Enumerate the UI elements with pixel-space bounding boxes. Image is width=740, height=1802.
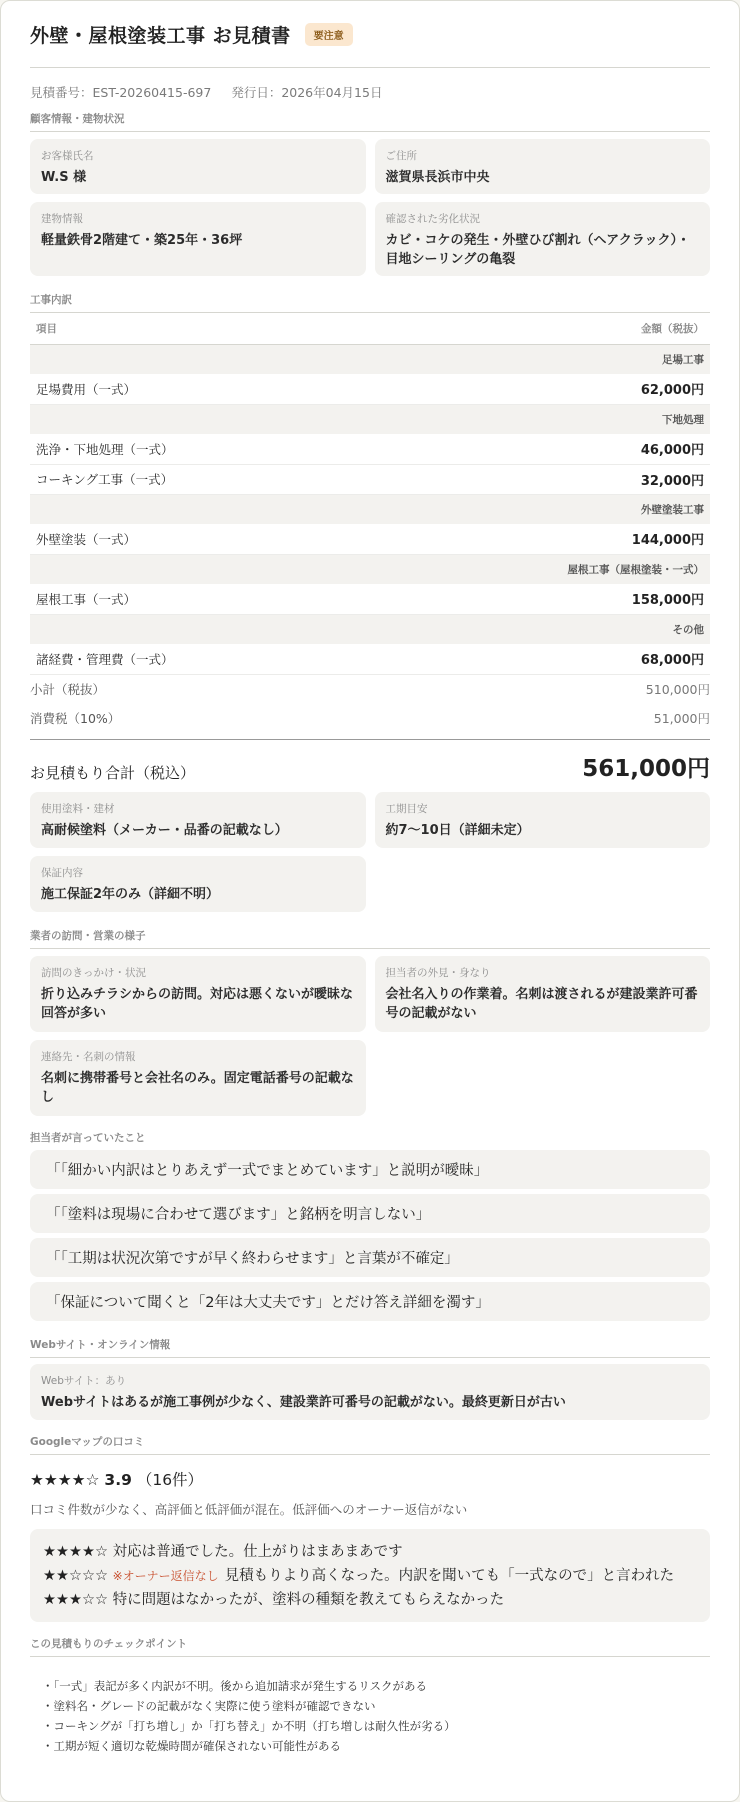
- item-amount: 32,000円: [465, 464, 710, 494]
- item-amount: 46,000円: [465, 434, 710, 464]
- card-label: 連絡先・名刺の情報: [41, 1050, 136, 1063]
- issue-date: 発行日：2026年04月15日: [231, 85, 383, 100]
- remark-item: 「「塗料は現場に合わせて選びます」と銘柄を明言しない」: [30, 1194, 710, 1233]
- deterioration-card: [375, 202, 711, 276]
- customer-name-card: [30, 139, 366, 194]
- item-amount: 68,000円: [465, 644, 710, 674]
- category-row: [30, 404, 710, 434]
- checkpoints-section-title: この見積もりのチェックポイント: [30, 1636, 710, 1657]
- review-item: [43, 1564, 697, 1588]
- star-rating-icon: ★★★☆☆: [43, 1591, 108, 1608]
- page-title: 外壁・屋根塗装工事 お見積書: [30, 24, 291, 47]
- breakdown-table: [30, 313, 710, 675]
- table-row: [30, 644, 710, 674]
- total-row: [30, 739, 710, 783]
- category-row: [30, 344, 710, 374]
- staff-appearance-card: [375, 956, 711, 1032]
- card-value: 約7〜10日（詳細未定）: [385, 822, 530, 838]
- table-row: [30, 434, 710, 464]
- table-row: [30, 464, 710, 494]
- card-label: 工期目安: [385, 802, 428, 815]
- remarks-section-title: 担当者が言っていたこと: [30, 1131, 146, 1144]
- total-label: お見積もり合計（税込）: [30, 763, 196, 782]
- review-text: 対応は普通でした。仕上がりはまあまあです: [112, 1543, 403, 1560]
- customer-grid: [30, 139, 710, 276]
- card-value: 会社名入りの作業着。名刺は渡されるが建設業許可番号の記載がない: [385, 986, 698, 1021]
- card-value: 折り込みチラシからの訪問。対応は悪くないが曖昧な回答が多い: [41, 986, 354, 1021]
- star-rating-icon: ★★★★☆: [43, 1543, 108, 1560]
- item-name: 屋根工事（一式）: [30, 584, 465, 614]
- customer-address-card: [375, 139, 711, 194]
- card-value: 名刺に携帯番号と会社名のみ。固定電話番号の記載なし: [41, 1070, 354, 1105]
- category-label: 下地処理: [30, 404, 710, 434]
- card-label: 使用塗料・建材: [41, 802, 115, 815]
- card-label: 担当者の外見・身なり: [385, 966, 491, 979]
- checkpoint-item: ・「一式」表記が多く内訳が不明。後から追加請求が発生するリスクがある: [42, 1678, 428, 1693]
- review-count: （16件）: [136, 1470, 204, 1489]
- table-row: [30, 584, 710, 614]
- paint-card: [30, 792, 366, 848]
- total-value: 561,000円: [582, 755, 710, 782]
- tax-value: 51,000円: [653, 711, 710, 726]
- card-value: Webサイトはあるが施工事例が少なく、建設業許可番号の記載がない。最終更新日が古い: [41, 1394, 566, 1410]
- table-row: [30, 524, 710, 554]
- subtotal-row: [30, 675, 710, 704]
- schedule-card: [375, 792, 711, 848]
- card-value: 軽量鉄骨2階建て・築25年・36坪: [41, 233, 243, 248]
- checkpoint-item: ・コーキングが「打ち増し」か「打ち替え」か不明（打ち増しは耐久性が劣る）: [42, 1718, 456, 1733]
- item-name: 洗浄・下地処理（一式）: [30, 434, 465, 464]
- remarks-list: [30, 1150, 710, 1321]
- card-label: 訪問のきっかけ・状況: [41, 966, 146, 979]
- category-row: [30, 494, 710, 524]
- subtotal-label: 小計（税抜）: [30, 682, 106, 697]
- remark-item: 「「細かい内訳はとりあえず一式でまとめています」と説明が曖昧」: [30, 1150, 710, 1189]
- card-label: 確認された劣化状況: [385, 213, 480, 225]
- card-label: 建物情報: [41, 213, 83, 225]
- review-item: [43, 1588, 697, 1612]
- category-label: 屋根工事（屋根塗装・一式）: [30, 554, 710, 584]
- owner-reply-note: ※オーナー返信なし: [112, 1568, 219, 1583]
- checkpoint-item: ・工期が短く適切な乾燥時間が確保されない可能性がある: [42, 1738, 341, 1753]
- remark-item: 「保証について聞くと「2年は大丈夫です」とだけ答え詳細を濁す」: [30, 1282, 710, 1321]
- item-amount: 158,000円: [465, 584, 710, 614]
- category-label: 足場工事: [30, 344, 710, 374]
- tax-label: 消費税（10%）: [30, 711, 121, 726]
- column-header-item: 項目: [30, 313, 465, 344]
- card-value: 施工保証2年のみ（詳細不明）: [41, 886, 220, 902]
- table-row: [30, 374, 710, 404]
- contact-info-card: [30, 1040, 366, 1116]
- review-list: [30, 1529, 710, 1622]
- website-card: [30, 1364, 710, 1420]
- visit-section-title: 業者の訪問・営業の様子: [30, 928, 710, 949]
- category-label: 外壁塗装工事: [30, 494, 710, 524]
- card-label: Webサイト：あり: [41, 1374, 127, 1387]
- card-value: カビ・コケの発生・外壁ひび割れ（ヘアクラック）・目地シーリングの亀裂: [385, 233, 690, 267]
- rating-line: [30, 1468, 710, 1490]
- item-amount: 62,000円: [465, 374, 710, 404]
- website-section-title: Webサイト・オンライン情報: [30, 1337, 710, 1358]
- card-value: 高耐候塗料（メーカー・品番の記載なし）: [41, 822, 288, 838]
- checkpoint-list: [30, 1676, 710, 1756]
- card-label: 保証内容: [41, 866, 83, 879]
- review-summary: 口コミ件数が少なく、高評価と低評価が混在。低評価へのオーナー返信がない: [30, 1501, 468, 1517]
- star-rating-icon: ★★★★☆: [30, 1470, 100, 1489]
- title-row: [30, 1, 710, 68]
- item-name: 足場費用（一式）: [30, 374, 465, 404]
- visit-context-card: [30, 956, 366, 1032]
- item-amount: 144,000円: [465, 524, 710, 554]
- checkpoint-item: ・塗料名・グレードの記載がなく実際に使う塗料が確認できない: [42, 1698, 376, 1713]
- category-row: [30, 614, 710, 644]
- tax-row: [30, 704, 710, 733]
- visit-grid: [30, 956, 710, 1116]
- item-name: コーキング工事（一式）: [30, 464, 465, 494]
- review-text: 特に問題はなかったが、塗料の種類を教えてもらえなかった: [112, 1591, 505, 1608]
- building-info-card: [30, 202, 366, 276]
- card-value: W.S 様: [41, 170, 87, 185]
- item-name: 諸経費・管理費（一式）: [30, 644, 465, 674]
- item-name: 外壁塗装（一式）: [30, 524, 465, 554]
- google-section-title: Googleマップの口コミ: [30, 1434, 710, 1455]
- category-row: [30, 554, 710, 584]
- warranty-card: [30, 856, 366, 912]
- card-value: 滋賀県長浜市中央: [385, 170, 490, 185]
- star-rating-icon: ★★☆☆☆: [43, 1567, 108, 1584]
- remark-item: 「「工期は状況次第ですが早く終わらせます」と言葉が不確定」: [30, 1238, 710, 1277]
- review-item: [43, 1540, 697, 1564]
- subtotal-value: 510,000円: [645, 682, 710, 697]
- customer-section-title: 顧客情報・建物状況: [30, 111, 710, 132]
- card-label: お客様氏名: [41, 150, 94, 162]
- spec-grid: [30, 792, 710, 912]
- card-label: ご住所: [385, 150, 417, 162]
- category-label: その他: [30, 614, 710, 644]
- column-header-amount: 金額（税抜）: [465, 313, 710, 344]
- meta-row: [30, 83, 710, 101]
- warning-badge: 要注意: [305, 23, 353, 46]
- estimate-number: 見積番号：EST-20260415-697: [30, 85, 212, 100]
- breakdown-section-title: 工事内訳: [30, 292, 710, 313]
- review-text: 見積もりより高くなった。内訳を聞いても「一式なので」と言われた: [224, 1567, 675, 1584]
- rating-value: 3.9: [104, 1470, 132, 1489]
